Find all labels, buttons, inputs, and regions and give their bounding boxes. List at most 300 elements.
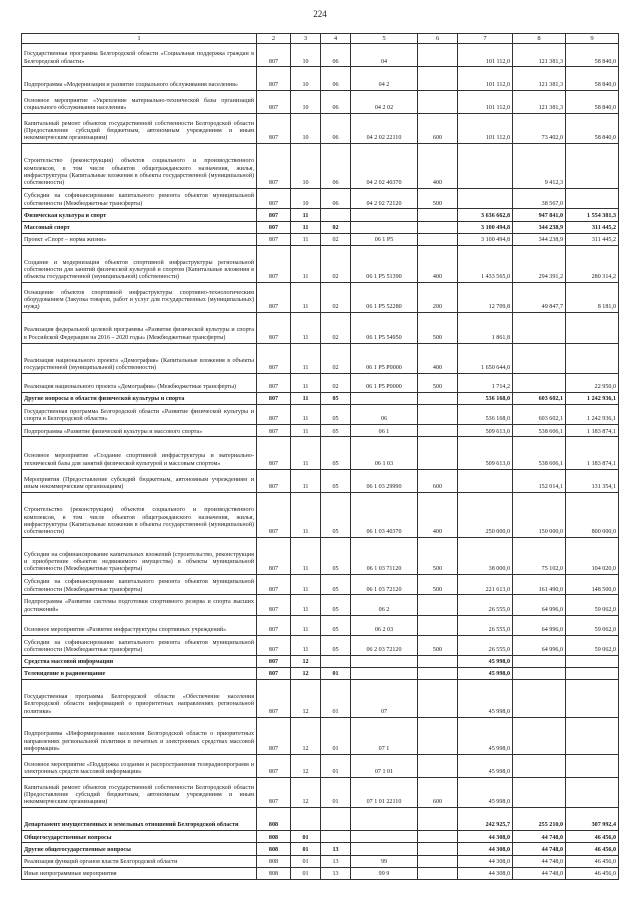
section-code: 11 xyxy=(291,635,321,655)
amount-col-7: 250 000,0 xyxy=(458,492,513,537)
subsection-code: 05 xyxy=(321,405,351,425)
target-article-code: 06 1 03 40370 xyxy=(351,492,418,537)
amount-col-9 xyxy=(566,680,619,717)
ved-code: 807 xyxy=(257,67,291,90)
target-article-code xyxy=(351,392,418,404)
expense-type-code xyxy=(418,754,458,777)
table-row xyxy=(22,843,619,855)
column-header: 3 xyxy=(291,34,321,44)
amount-col-8: 538 606,1 xyxy=(513,425,566,437)
amount-col-8: 344 238,9 xyxy=(513,233,566,245)
amount-col-8: 344 238,9 xyxy=(513,221,566,233)
table-row xyxy=(22,221,619,233)
subsection-code: 02 xyxy=(321,343,351,373)
section-code: 11 xyxy=(291,245,321,282)
table-row xyxy=(22,754,619,777)
subsection-code: 05 xyxy=(321,492,351,537)
header-row xyxy=(22,34,619,44)
row-name: Средства массовой информации xyxy=(22,655,257,667)
subsection-code: 05 xyxy=(321,437,351,469)
subsection-code xyxy=(321,655,351,667)
row-name: Строительство (реконструкция) объектов социального и производственного комплексов, в том числе объектов общегражданского назначения, жилья, инфраструктуры (Капитальные вложения в объекты государственной (муниципальной) собственности) xyxy=(22,144,257,189)
ved-code: 807 xyxy=(257,595,291,615)
amount-col-9: 58 840,0 xyxy=(566,67,619,90)
amount-col-9: 58 840,0 xyxy=(566,90,619,113)
table-row xyxy=(22,233,619,245)
column-header: 5 xyxy=(351,34,418,44)
subsection-code: 01 xyxy=(321,668,351,680)
subsection-code: 02 xyxy=(321,221,351,233)
amount-col-7: 1 861,8 xyxy=(458,313,513,343)
amount-col-8: 44 748,0 xyxy=(513,855,566,867)
row-name: Государственная программа Белгородской области «Развитие физической культуры и спорта в Белгородской области» xyxy=(22,405,257,425)
amount-col-8: 538 606,1 xyxy=(513,437,566,469)
table-row xyxy=(22,492,619,537)
amount-col-9: 58 840,0 xyxy=(566,44,619,67)
row-name: Подпрограмма «Развитие системы подготовки спортивного резерва и спорта высших достижений» xyxy=(22,595,257,615)
amount-col-7: 509 613,0 xyxy=(458,425,513,437)
ved-code: 808 xyxy=(257,867,291,879)
expense-type-code: 600 xyxy=(418,113,458,143)
expense-type-code: 400 xyxy=(418,144,458,189)
amount-col-7: 44 308,0 xyxy=(458,843,513,855)
amount-col-7: 44 308,0 xyxy=(458,867,513,879)
table-row xyxy=(22,144,619,189)
target-article-code xyxy=(351,843,418,855)
ved-code: 807 xyxy=(257,635,291,655)
amount-col-9 xyxy=(566,754,619,777)
subsection-code: 06 xyxy=(321,67,351,90)
amount-col-7: 221 613,0 xyxy=(458,575,513,595)
ved-code: 807 xyxy=(257,245,291,282)
section-code: 11 xyxy=(291,595,321,615)
section-code: 11 xyxy=(291,469,321,492)
amount-col-9 xyxy=(566,777,619,807)
subsection-code: 05 xyxy=(321,392,351,404)
section-code: 11 xyxy=(291,313,321,343)
target-article-code: 04 2 02 40370 xyxy=(351,144,418,189)
amount-col-8: 75 102,0 xyxy=(513,538,566,575)
row-name: Подпрограмма «Развитие физической культуры и массового спорта» xyxy=(22,425,257,437)
subsection-code: 01 xyxy=(321,777,351,807)
table-row xyxy=(22,855,619,867)
row-name: Реализация функций органов власти Белгородской области xyxy=(22,855,257,867)
table-row xyxy=(22,67,619,90)
amount-col-8 xyxy=(513,717,566,754)
table-row xyxy=(22,283,619,313)
amount-col-8: 152 014,1 xyxy=(513,469,566,492)
amount-col-7: 45 998,0 xyxy=(458,717,513,754)
row-name: Общегосударственные вопросы xyxy=(22,831,257,843)
row-name: Иные непрограммные мероприятия xyxy=(22,867,257,879)
subsection-code: 02 xyxy=(321,283,351,313)
budget-table xyxy=(21,33,619,880)
table-row xyxy=(22,313,619,343)
subsection-code: 01 xyxy=(321,717,351,754)
table-row xyxy=(22,405,619,425)
amount-col-9 xyxy=(566,189,619,209)
amount-col-9 xyxy=(566,144,619,189)
table-row xyxy=(22,209,619,221)
amount-col-7 xyxy=(458,144,513,189)
target-article-code: 07 1 xyxy=(351,717,418,754)
section-code: 10 xyxy=(291,90,321,113)
table-row xyxy=(22,469,619,492)
column-header: 4 xyxy=(321,34,351,44)
expense-type-code xyxy=(418,44,458,67)
section-code: 01 xyxy=(291,831,321,843)
ved-code: 807 xyxy=(257,343,291,373)
expense-type-code: 500 xyxy=(418,575,458,595)
target-article-code: 04 xyxy=(351,44,418,67)
table-row xyxy=(22,808,619,831)
amount-col-8 xyxy=(513,680,566,717)
ved-code: 807 xyxy=(257,405,291,425)
amount-col-7: 101 112,0 xyxy=(458,113,513,143)
table-row xyxy=(22,668,619,680)
target-article-code: 06 1 P5 P0000 xyxy=(351,343,418,373)
amount-col-8: 38 567,0 xyxy=(513,189,566,209)
subsection-code: 02 xyxy=(321,245,351,282)
amount-col-7: 1 433 565,0 xyxy=(458,245,513,282)
subsection-code: 02 xyxy=(321,233,351,245)
section-code: 12 xyxy=(291,680,321,717)
section-code: 11 xyxy=(291,343,321,373)
target-article-code: 04 2 02 xyxy=(351,90,418,113)
amount-col-8: 255 210,0 xyxy=(513,808,566,831)
amount-col-8: 44 748,0 xyxy=(513,867,566,879)
expense-type-code xyxy=(418,655,458,667)
section-code: 01 xyxy=(291,855,321,867)
target-article-code: 06 1 xyxy=(351,425,418,437)
target-article-code: 06 2 03 72120 xyxy=(351,635,418,655)
amount-col-8: 294 391,2 xyxy=(513,245,566,282)
row-name: Реализация федеральной целевой программы «Развитие физической культуры и спорта в Российской Федерации на 2016 – 2020 годы» (Межбюджетные трансферты) xyxy=(22,313,257,343)
amount-col-7: 242 925,7 xyxy=(458,808,513,831)
ved-code: 807 xyxy=(257,221,291,233)
table-row xyxy=(22,90,619,113)
ved-code: 807 xyxy=(257,144,291,189)
expense-type-code xyxy=(418,233,458,245)
table-row xyxy=(22,831,619,843)
section-code: 11 xyxy=(291,538,321,575)
target-article-code: 06 1 03 72120 xyxy=(351,575,418,595)
row-name: Основное мероприятие «Развитие инфраструктуры спортивных учреждений» xyxy=(22,615,257,635)
table-row xyxy=(22,595,619,615)
amount-col-9: 1 242 936,1 xyxy=(566,405,619,425)
subsection-code: 06 xyxy=(321,113,351,143)
ved-code: 807 xyxy=(257,717,291,754)
table-row xyxy=(22,245,619,282)
row-name: Государственная программа Белгородской области «Социальная поддержка граждан в Белгородской области» xyxy=(22,44,257,67)
subsection-code xyxy=(321,808,351,831)
amount-col-8: 121 381,3 xyxy=(513,44,566,67)
row-name: Основное мероприятие «Укрепление материально-технической базы организаций социального обслуживания населения» xyxy=(22,90,257,113)
amount-col-9: 800 000,0 xyxy=(566,492,619,537)
expense-type-code xyxy=(418,855,458,867)
amount-col-8 xyxy=(513,313,566,343)
row-name: Субсидии на софинансирование капитального ремонта объектов муниципальной собственности (Межбюджетные трансферты) xyxy=(22,635,257,655)
ved-code: 807 xyxy=(257,283,291,313)
ved-code: 807 xyxy=(257,655,291,667)
row-name: Создание и модернизация объектов спортивной инфраструктуры региональной собственности для занятий физической культурой и спортом (Капитальные вложения в объекты государственной (муниципальной) собственности) xyxy=(22,245,257,282)
amount-col-9: 307 992,4 xyxy=(566,808,619,831)
subsection-code: 05 xyxy=(321,538,351,575)
amount-col-7: 101 112,0 xyxy=(458,44,513,67)
subsection-code xyxy=(321,209,351,221)
amount-col-8: 161 490,0 xyxy=(513,575,566,595)
section-code: 11 xyxy=(291,492,321,537)
expense-type-code xyxy=(418,392,458,404)
section-code: 12 xyxy=(291,668,321,680)
row-name: Реализация национального проекта «Демография» (Межбюджетные трансферты) xyxy=(22,373,257,392)
amount-col-8: 9 412,3 xyxy=(513,144,566,189)
section-code: 01 xyxy=(291,843,321,855)
amount-col-7: 38 000,0 xyxy=(458,538,513,575)
column-header: 2 xyxy=(257,34,291,44)
amount-col-9: 59 062,0 xyxy=(566,615,619,635)
amount-col-8: 73 402,0 xyxy=(513,113,566,143)
subsection-code: 05 xyxy=(321,615,351,635)
amount-col-8 xyxy=(513,754,566,777)
section-code: 11 xyxy=(291,283,321,313)
section-code: 11 xyxy=(291,392,321,404)
section-code: 10 xyxy=(291,67,321,90)
amount-col-7: 45 998,0 xyxy=(458,754,513,777)
amount-col-7: 3 100 494,8 xyxy=(458,233,513,245)
row-name: Оснащение объектов спортивной инфраструктуры спортивно-технологическим оборудованием (Закупка товаров, работ и услуг для государственных (муниципальных) нужд) xyxy=(22,283,257,313)
expense-type-code xyxy=(418,209,458,221)
amount-col-8: 64 996,0 xyxy=(513,635,566,655)
target-article-code: 99 9 xyxy=(351,867,418,879)
table-body xyxy=(22,44,619,880)
ved-code: 807 xyxy=(257,425,291,437)
subsection-code: 01 xyxy=(321,680,351,717)
expense-type-code xyxy=(418,437,458,469)
section-code: 12 xyxy=(291,655,321,667)
section-code: 10 xyxy=(291,113,321,143)
subsection-code: 13 xyxy=(321,843,351,855)
amount-col-7: 1 650 644,0 xyxy=(458,343,513,373)
target-article-code: 07 1 01 22110 xyxy=(351,777,418,807)
expense-type-code: 500 xyxy=(418,373,458,392)
amount-col-9: 46 456,0 xyxy=(566,855,619,867)
section-code: 11 xyxy=(291,373,321,392)
ved-code: 807 xyxy=(257,113,291,143)
table-row xyxy=(22,717,619,754)
amount-col-8: 64 996,0 xyxy=(513,615,566,635)
subsection-code: 02 xyxy=(321,313,351,343)
row-name: Департамент имущественных и земельных отношений Белгородской области xyxy=(22,808,257,831)
table-row xyxy=(22,538,619,575)
expense-type-code: 500 xyxy=(418,538,458,575)
expense-type-code xyxy=(418,808,458,831)
table-row xyxy=(22,680,619,717)
page-number: 224 xyxy=(313,9,327,19)
amount-col-9: 46 456,0 xyxy=(566,843,619,855)
amount-col-9: 58 840,0 xyxy=(566,113,619,143)
ved-code: 807 xyxy=(257,538,291,575)
row-name: Реализация национального проекта «Демография» (Капитальные вложения в объекты государственной (муниципальной) собственности) xyxy=(22,343,257,373)
amount-col-7: 44 308,0 xyxy=(458,855,513,867)
table-row xyxy=(22,777,619,807)
ved-code: 807 xyxy=(257,373,291,392)
amount-col-9: 104 020,0 xyxy=(566,538,619,575)
subsection-code: 06 xyxy=(321,90,351,113)
amount-col-9: 280 314,2 xyxy=(566,245,619,282)
subsection-code: 05 xyxy=(321,469,351,492)
target-article-code: 06 xyxy=(351,405,418,425)
table-row xyxy=(22,867,619,879)
amount-col-9: 46 456,0 xyxy=(566,831,619,843)
target-article-code: 06 1 P5 51390 xyxy=(351,245,418,282)
column-header: 6 xyxy=(418,34,458,44)
section-code: 11 xyxy=(291,221,321,233)
expense-type-code xyxy=(418,615,458,635)
section-code: 11 xyxy=(291,437,321,469)
target-article-code: 06 1 03 71120 xyxy=(351,538,418,575)
ved-code: 807 xyxy=(257,209,291,221)
table-row xyxy=(22,655,619,667)
ved-code: 807 xyxy=(257,313,291,343)
amount-col-8: 603 602,1 xyxy=(513,405,566,425)
expense-type-code xyxy=(418,67,458,90)
amount-col-9 xyxy=(566,717,619,754)
amount-col-9 xyxy=(566,668,619,680)
row-name: Массовый спорт xyxy=(22,221,257,233)
ved-code: 808 xyxy=(257,808,291,831)
ved-code: 807 xyxy=(257,668,291,680)
amount-col-9: 46 456,0 xyxy=(566,867,619,879)
table-row xyxy=(22,343,619,373)
section-code: 01 xyxy=(291,867,321,879)
row-name: Физическая культура и спорт xyxy=(22,209,257,221)
amount-col-9: 1 554 381,3 xyxy=(566,209,619,221)
amount-col-7: 45 998,0 xyxy=(458,680,513,717)
subsection-code: 06 xyxy=(321,189,351,209)
target-article-code xyxy=(351,655,418,667)
section-code: 10 xyxy=(291,44,321,67)
amount-col-7: 3 100 494,8 xyxy=(458,221,513,233)
amount-col-7: 26 555,0 xyxy=(458,615,513,635)
amount-col-7: 536 168,0 xyxy=(458,392,513,404)
column-header: 7 xyxy=(458,34,513,44)
row-name: Проект «Спорт – норма жизни» xyxy=(22,233,257,245)
amount-col-8 xyxy=(513,343,566,373)
amount-col-9: 1 183 874,1 xyxy=(566,425,619,437)
expense-type-code: 500 xyxy=(418,189,458,209)
amount-col-7: 509 613,0 xyxy=(458,437,513,469)
amount-col-9: 59 062,0 xyxy=(566,635,619,655)
table-row xyxy=(22,373,619,392)
amount-col-8: 44 748,0 xyxy=(513,843,566,855)
amount-col-9: 22 950,0 xyxy=(566,373,619,392)
ved-code: 808 xyxy=(257,855,291,867)
amount-col-7: 536 168,0 xyxy=(458,405,513,425)
column-header: 9 xyxy=(566,34,619,44)
ved-code: 807 xyxy=(257,189,291,209)
row-name: Другие вопросы в области физической культуры и спорта xyxy=(22,392,257,404)
amount-col-8 xyxy=(513,373,566,392)
amount-col-8: 64 996,0 xyxy=(513,595,566,615)
subsection-code: 05 xyxy=(321,595,351,615)
ved-code: 807 xyxy=(257,492,291,537)
expense-type-code xyxy=(418,668,458,680)
section-code: 11 xyxy=(291,615,321,635)
amount-col-8: 603 602,1 xyxy=(513,392,566,404)
expense-type-code: 400 xyxy=(418,245,458,282)
ved-code: 807 xyxy=(257,233,291,245)
ved-code: 807 xyxy=(257,469,291,492)
target-article-code xyxy=(351,831,418,843)
ved-code: 807 xyxy=(257,575,291,595)
amount-col-9: 148 500,0 xyxy=(566,575,619,595)
table-row xyxy=(22,635,619,655)
section-code: 10 xyxy=(291,144,321,189)
table-row xyxy=(22,392,619,404)
column-header: 8 xyxy=(513,34,566,44)
expense-type-code xyxy=(418,90,458,113)
amount-col-9 xyxy=(566,343,619,373)
subsection-code: 13 xyxy=(321,867,351,879)
row-name: Основное мероприятие «Создание спортивной инфраструктуры и материально-технической базы для занятий физической культурой и массовым спортом» xyxy=(22,437,257,469)
ved-code: 808 xyxy=(257,843,291,855)
ved-code: 807 xyxy=(257,44,291,67)
amount-col-7: 45 998,0 xyxy=(458,668,513,680)
ved-code: 807 xyxy=(257,392,291,404)
expense-type-code: 400 xyxy=(418,492,458,537)
amount-col-8 xyxy=(513,655,566,667)
ved-code: 807 xyxy=(257,615,291,635)
amount-col-9: 1 183 874,1 xyxy=(566,437,619,469)
amount-col-9 xyxy=(566,655,619,667)
expense-type-code: 500 xyxy=(418,313,458,343)
amount-col-8: 121 381,3 xyxy=(513,90,566,113)
expense-type-code xyxy=(418,405,458,425)
amount-col-7: 1 714,2 xyxy=(458,373,513,392)
row-name: Субсидии на софинансирование капитального ремонта объектов муниципальной собственности (Межбюджетные трансферты) xyxy=(22,575,257,595)
amount-col-9: 311 445,2 xyxy=(566,233,619,245)
section-code: 11 xyxy=(291,233,321,245)
target-article-code: 06 1 03 29990 xyxy=(351,469,418,492)
table-row xyxy=(22,575,619,595)
amount-col-7: 45 998,0 xyxy=(458,655,513,667)
subsection-code: 13 xyxy=(321,855,351,867)
expense-type-code xyxy=(418,680,458,717)
target-article-code: 06 2 03 xyxy=(351,615,418,635)
expense-type-code: 600 xyxy=(418,469,458,492)
target-article-code: 07 1 01 xyxy=(351,754,418,777)
expense-type-code xyxy=(418,717,458,754)
section-code: 11 xyxy=(291,209,321,221)
amount-col-8 xyxy=(513,777,566,807)
row-name: Строительство (реконструкция) объектов социального и производственного комплексов, в том числе объектов общегражданского назначения, жилья, инфраструктуры (Капитальные вложения в объекты государственной (муниципальной) собственности) xyxy=(22,492,257,537)
row-name: Подпрограмма «Модернизация и развитие социального обслуживания населения» xyxy=(22,67,257,90)
subsection-code: 02 xyxy=(321,373,351,392)
row-name: Телевидение и радиовещание xyxy=(22,668,257,680)
ved-code: 807 xyxy=(257,437,291,469)
target-article-code: 06 1 P5 P0000 xyxy=(351,373,418,392)
table-row xyxy=(22,189,619,209)
target-article-code xyxy=(351,808,418,831)
expense-type-code xyxy=(418,221,458,233)
expense-type-code xyxy=(418,595,458,615)
amount-col-9: 59 062,0 xyxy=(566,595,619,615)
target-article-code: 06 1 03 xyxy=(351,437,418,469)
target-article-code xyxy=(351,221,418,233)
table-row xyxy=(22,425,619,437)
amount-col-8 xyxy=(513,668,566,680)
